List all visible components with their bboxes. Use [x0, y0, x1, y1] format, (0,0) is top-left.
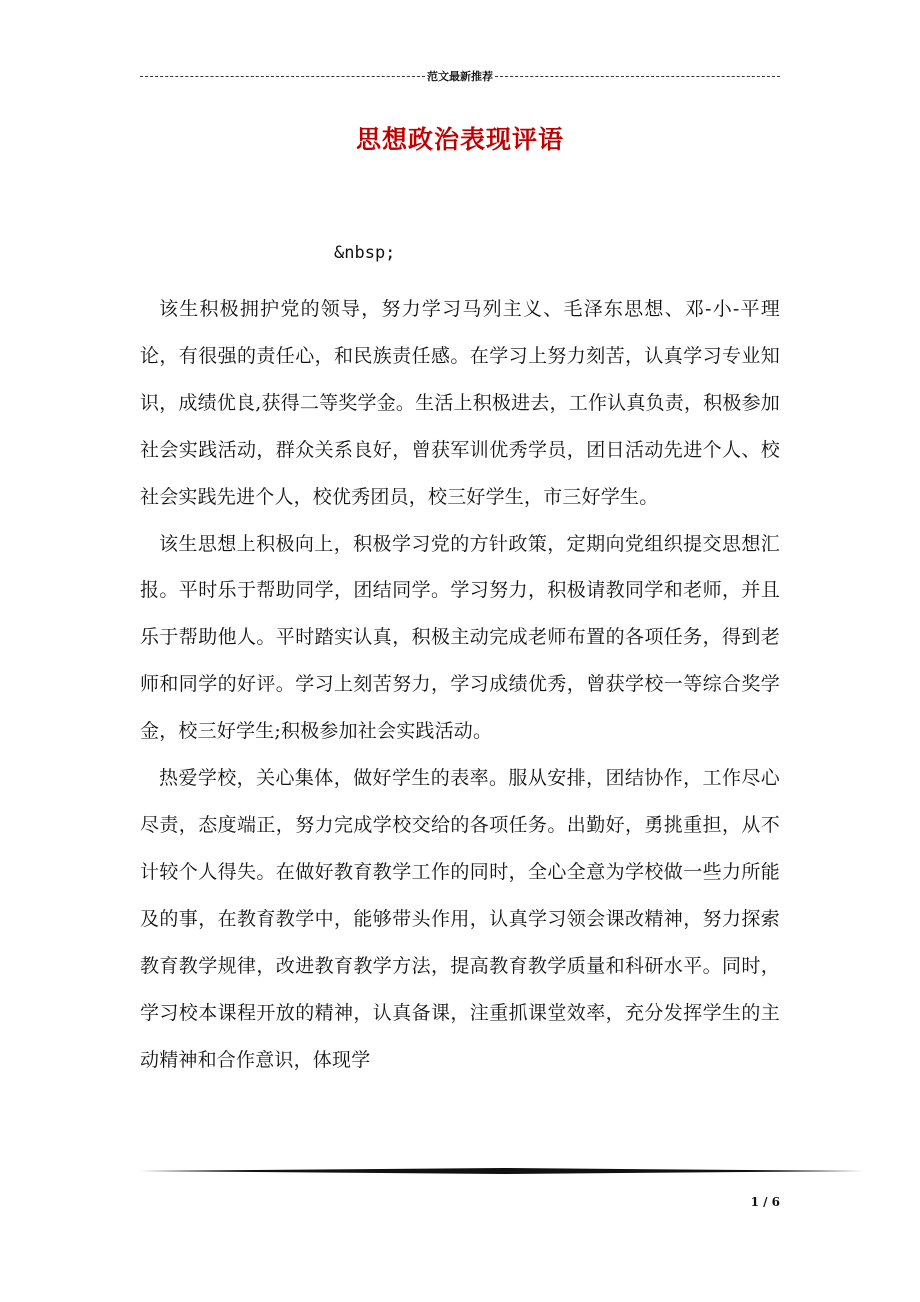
paragraph-1: 该生积极拥护党的领导，努力学习马列主义、毛泽东思想、邓-小-平理论，有很强的责任心，和民族责任感。在学习上努力刻苦，认真学习专业知识，成绩优良,获得二等奖学金。生活上积极进去，工作认真负责，积极参加社会实践活动，群众关系良好，曾获军训优秀学员，团日活动先进个人、校社会实践先进个人，校优秀团员，校三好学生，市三好学生。: [140, 298, 780, 508]
nbsp-text: &nbsp;: [334, 243, 396, 263]
page-header: [140, 68, 780, 84]
page-number: 1 / 6: [750, 1195, 780, 1209]
paragraph-3: 热爱学校，关心集体，做好学生的表率。服从安排，团结协作，工作尽心尽责，态度端正，努力完成学校交给的各项任务。出勤好，勇挑重担，从不计较个人得失。在做好教育教学工作的同时，全心全意为学校做一些力所能及的事，在教育教学中，能够带头作用，认真学习领会课改精神，努力探索教育教学规律，改进教育教学方法，提高教育教学质量和科研水平。同时，学习校本课程开放的精神，认真备课，注重抓课堂效率，充分发挥学生的主动精神和合作意识，体现学: [140, 767, 780, 1071]
footer-rule: [140, 1168, 864, 1174]
header-label: 范文最新推荐: [427, 70, 493, 83]
header-dash-right: [495, 76, 780, 77]
header-dash-left: [140, 76, 425, 77]
document-body: [140, 286, 780, 1083]
document-title: 思想政治表现评语: [355, 125, 564, 154]
paragraph-2: 该生思想上积极向上，积极学习党的方针政策，定期向党组织提交思想汇报。平时乐于帮助同学，团结同学。学习努力，积极请教同学和老师，并且乐于帮助他人。平时踏实认真，积极主动完成老师布置的各项任务，得到老师和同学的好评。学习上刻苦努力，学习成绩优秀，曾获学校一等综合奖学金，校三好学生;积极参加社会实践活动。: [140, 532, 780, 743]
